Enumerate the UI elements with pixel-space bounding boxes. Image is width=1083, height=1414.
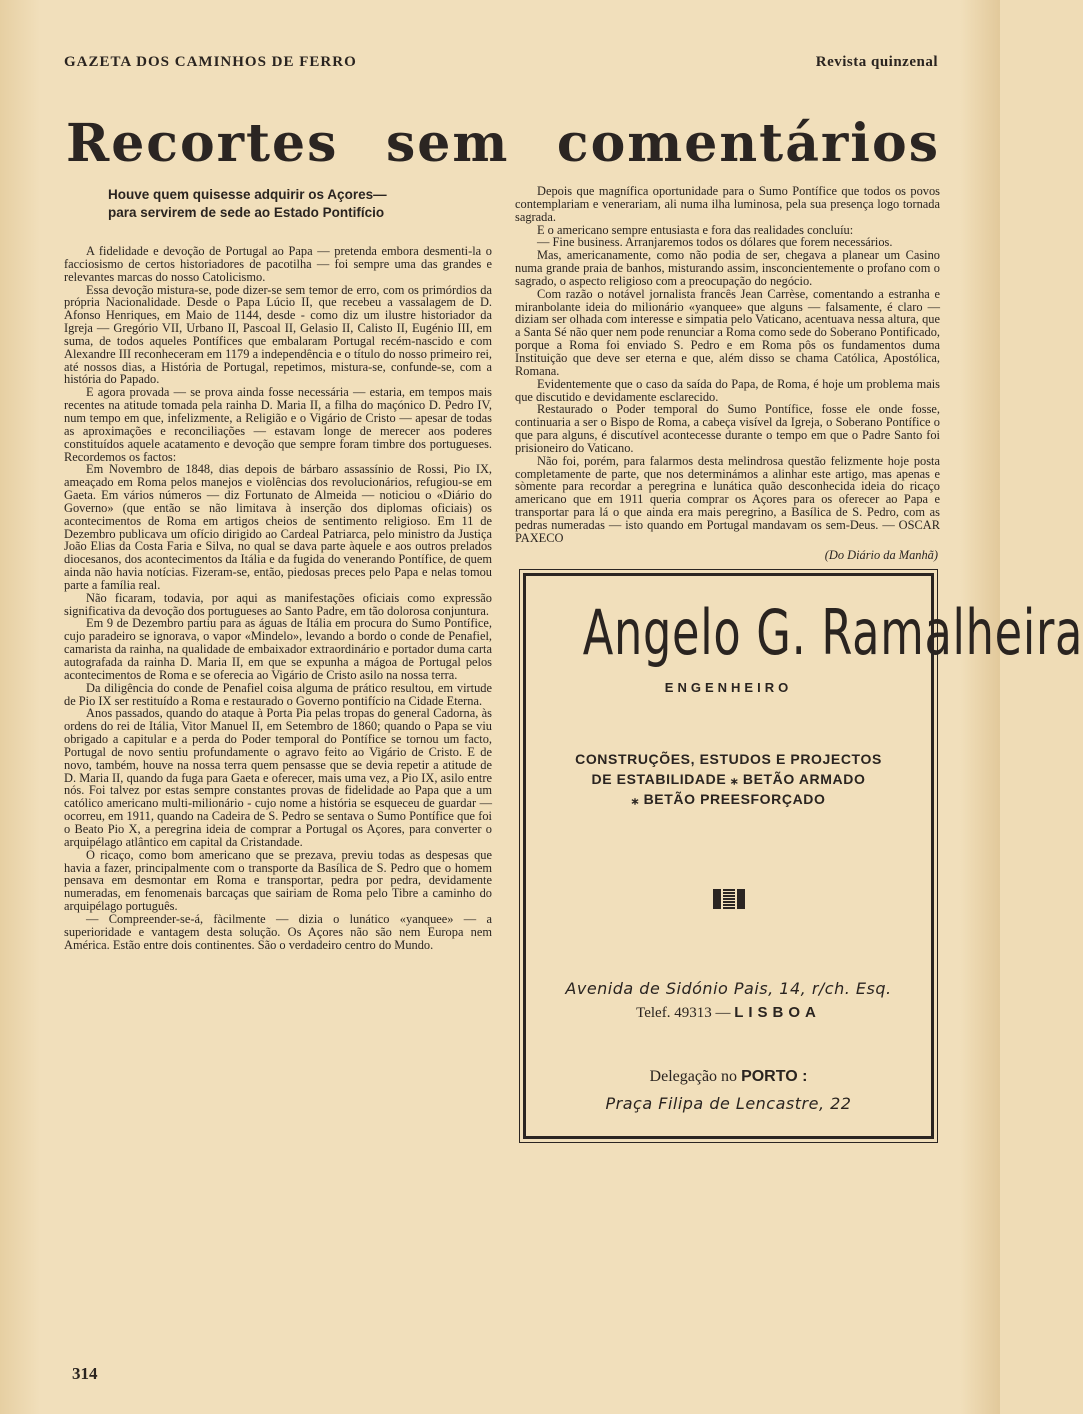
paragraph: Restaurado o Poder temporal do Sumo Pontífice, fosse ele onde fosse, continuaria a ser o Bispo de Roma, a cabeça visível da Igreja, o Soberano Pontífice o que para alguns, é discutível acontecesse durante o tempo em que o Padre Santo foi prisioneiro do Vaticano. xyxy=(515,402,940,455)
paragraph: Depois que magnífica oportunidade para o Sumo Pontífice que todos os povos contemplariam e venerariam, ali numa ilha luminosa, pela sua presença logo tornada sagrada. xyxy=(515,184,940,224)
article-column-right xyxy=(515,185,940,561)
publication-frequency: Revista quinzenal xyxy=(815,54,938,70)
phone-number: Telef. 49313 — xyxy=(636,1005,735,1022)
paragraph: E agora provada — se prova ainda fosse necessária — estaria, em tempos mais recentes na atitude tomada pela rainha D. Maria II, a filha do maçónico D. Pedro IV, num tempo em que, infelizmente, a Religião e o Vigário de Cristo — apesar de todas as aproximações e reconciliações — estavam longe de merecer aos poderes constituídos aquele acatamento e devoção que sempre foram timbre dos portugueses. Recordemos os factos: xyxy=(64,385,492,464)
paragraph: Da diligência do conde de Penafiel coisa alguma de prático resultou, em virtude de Pio IX ser restituído a Roma e restaurado o Governo pontifício na Cidade Eterna. xyxy=(64,680,492,708)
branch-city: PORTO : xyxy=(741,1068,808,1086)
article-subtitle xyxy=(108,186,458,222)
paragraph: Com razão o notável jornalista francês Jean Carrèse, comentando a estranha e miranbolante ideia do milionário «yanquee» que alguns — falsamente, é claro — diziam ser olhada com interesse e simpatia pelo Vaticano, acentuava nessa altura, que a Santa Sé não quer nem pode renunciar a Roma como sede do Soberano Pontificado, porque a Roma foi enviado S. Pedro e em Roma pôs os fundamentos duma Instituição que deve ser eterna e que, além disso se chama Católica, Apostólica, Romana. xyxy=(515,286,940,378)
paragraph: Não ficaram, todavia, por aqui as manifestações oficiais como expressão significativa da devoção dos portugueses ao Santo Padre, em tão dolorosa conjuntura. xyxy=(64,590,492,618)
article-column-left xyxy=(64,245,492,951)
paragraph: Mas, americanamente, como não podia de ser, chegava a planear um Casino numa grande praia de banhos, misturando assim, insconcientemente o profano com o sagrado, o aspecto religioso com a preocupação do negócio. xyxy=(515,248,940,288)
paragraph: E o americano sempre entusiasta e fora das realidades concluíu: xyxy=(537,222,854,237)
subtitle-line: Houve quem quisesse adquirir os Açores— xyxy=(108,187,387,202)
paragraph: O ricaço, como bom americano que se prezava, previu todas as despesas que havia a fazer, principalmente com o transporte da Basílica de S. Pedro que o homem pensava em desmontar em Roma e transportar, pedra por pedra, devidamente numeradas, em fenomenais barcaças que sairiam de Roma pelo Tibre a caminho do arquipélago português. xyxy=(64,847,492,914)
services-line: DE ESTABILIDADE ⁎ BETÃO ARMADO xyxy=(591,771,866,788)
advertiser-services xyxy=(526,749,931,809)
advertiser-profession: ENGENHEIRO xyxy=(664,680,793,696)
paragraph: Em 9 de Dezembro partiu para as águas de Itália em procura do Sumo Pontífice, cujo paradeiro se ignorava, o vapor «Mindelo», levando a bordo o conde de Penafiel, camarista da rainha, na qualidade de embaixador extraordinário e portador duma carta autografada da rainha D. Maria II, em que se expunha a mágoa de Portugal pelos acontecimentos de Roma e se oferecia ao Vigário de Cristo asilo na nossa terra. xyxy=(64,616,492,682)
page-number: 314 xyxy=(72,1364,98,1383)
paragraph: — Fine business. Arranjaremos todos os dólares que forem necessários. xyxy=(537,235,893,250)
branch-heading xyxy=(526,1068,931,1086)
right-column xyxy=(515,184,1083,1139)
paragraph: Essa devoção mistura-se, pode dizer-se sem temor de erro, com os primórdios da própria Nacionalidade. Desde o Papa Lúcio II, que recebeu a vassalagem de D. Afonso Henriques, em Maio de 1144, desde - como diz um ilustre historiador da Igreja — Gregório VII, Urbano II, Pascoal II, Gelasio II, Calisto II, Eugénio III, em suma, de todos aqueles Pontífices que embalaram Portugal recém-nascido e com Alexandre III reconheceram em 1179 a independência e o título do nosso primeiro rei, até nossos dias, a História de Portugal, repetimos, mistura-se, confunde-se, com a história do Papado. xyxy=(64,282,492,387)
branch-label: Delegação no xyxy=(649,1068,742,1086)
services-line: CONSTRUÇÕES, ESTUDOS E PROJECTOS xyxy=(575,751,882,768)
subtitle-line: para servirem de sede ao Estado Pontifício xyxy=(108,205,385,220)
company-logo-icon xyxy=(710,889,748,909)
paragraph: A fidelidade e devoção de Portugal ao Papa — pretenda embora desmenti-la o facciosismo de certos historiadores de pacotilha — foi sempre uma das grandes e relevantes marcas do nosso Catolicismo. xyxy=(64,244,492,284)
paragraph: Não foi, porém, para falarmos desta melindrosa questão felizmente hoje posta completamente de parte, que nos determinámos a alinhar este artigo, mas apenas e sòmente para recordar a peregrina e lunática quão desconhecida ideia do ricaço americano que em 1911 queria comprar os Açores para os oferecer ao Papa e transportar para lá o que ainda era mais peregrino, a Basílica de S. Pedro, com as pedras numeradas — isto quando em Portugal mandavam os sem-Deus. — OSCAR PAXECO xyxy=(515,453,940,545)
advertiser-phone xyxy=(526,1004,931,1022)
branch-address: Praça Filipa de Lencastre, 22 xyxy=(605,1094,852,1114)
city: LISBOA xyxy=(734,1004,821,1022)
services-line: ⁎ BETÃO PREESFORÇADO xyxy=(631,791,826,808)
paragraph: Evidentemente que o caso da saída do Papa, de Roma, é hoje um problema mais que discutido e devidamente esclarecido. xyxy=(515,376,940,404)
article-source: (Do Diário da Manhã) xyxy=(824,547,938,562)
paragraph: — Compreender-se-á, fàcilmente — dizia o lunático «yanquee» — a superioridade e vantagem desta solução. Os Açores não são nem Europa nem América. Estão entre dois continentes. São o verdadeiro centro do Mundo. xyxy=(64,911,492,952)
advertisement-box xyxy=(523,573,1083,1139)
advertiser-name: Angelo G. Ramalheira xyxy=(582,596,1083,670)
paragraph: Em Novembro de 1848, dias depois de bárbaro assassínio de Rossi, Pio IX, ameaçado em Roma pelos manejos e violências dos revolucionários, refugiou-se em Gaeta. Em vários números — diz Fortunato de Almeida — noticiou o «Diário do Governo» (que então se não limitava à inserção dos diplomas oficiais) os acontecimentos de Roma em artigos cheios de sentimento religioso. Em 11 de Dezembro publicava um ofício dirigido ao Cardeal Patriarca, pelo ministro da Justiça João Elias da Costa Faria e Silva, no qual se dava parte àquele e aos outros prelados diocesanos, dos acontecimentos da Itália e da fugida do venerando Pontífice, de quem ainda não havia notícias. Fizeram-se, então, piedosas preces pelo Papa e nelas tomou parte a família real. xyxy=(64,462,492,592)
article-title: Recortes sem comentários xyxy=(66,113,940,174)
paragraph: Anos passados, quando do ataque à Porta Pia pelas tropas do general Cadorna, às ordens do rei de Itália, Vitor Manuel II, em Setembro de 1860; quando o Papa se viu obrigado a capitular e a perda do Poder temporal do Pontífice se tornou um facto, Portugal de novo sentiu profundamente o agravo feito ao Vigário de Cristo. E de novo, também, houve na nossa terra quem pensasse que se devia repetir a atitude de D. Maria II, quando da fuga para Gaeta e oferecer, mais uma vez, a Pio IX, asilo entre nós. Foi talvez por estas sempre constantes provas de fidelidade ao Papa que a um católico americano multi-milionário - cujo nome a história se esqueceu de guardar — ocorreu, em 1911, quando na Cadeira de S. Pedro se sentava o Sumo Pontífice que foi o Beato Pio X, a peregrina ideia de comprar a Portugal os Açores, para converter o arquipélago atlântico em capital da Cristandade. xyxy=(64,706,492,849)
advertiser-address: Avenida de Sidónio Pais, 14, r/ch. Esq. xyxy=(565,979,892,999)
publication-name: GAZETA DOS CAMINHOS DE FERRO xyxy=(64,54,357,70)
